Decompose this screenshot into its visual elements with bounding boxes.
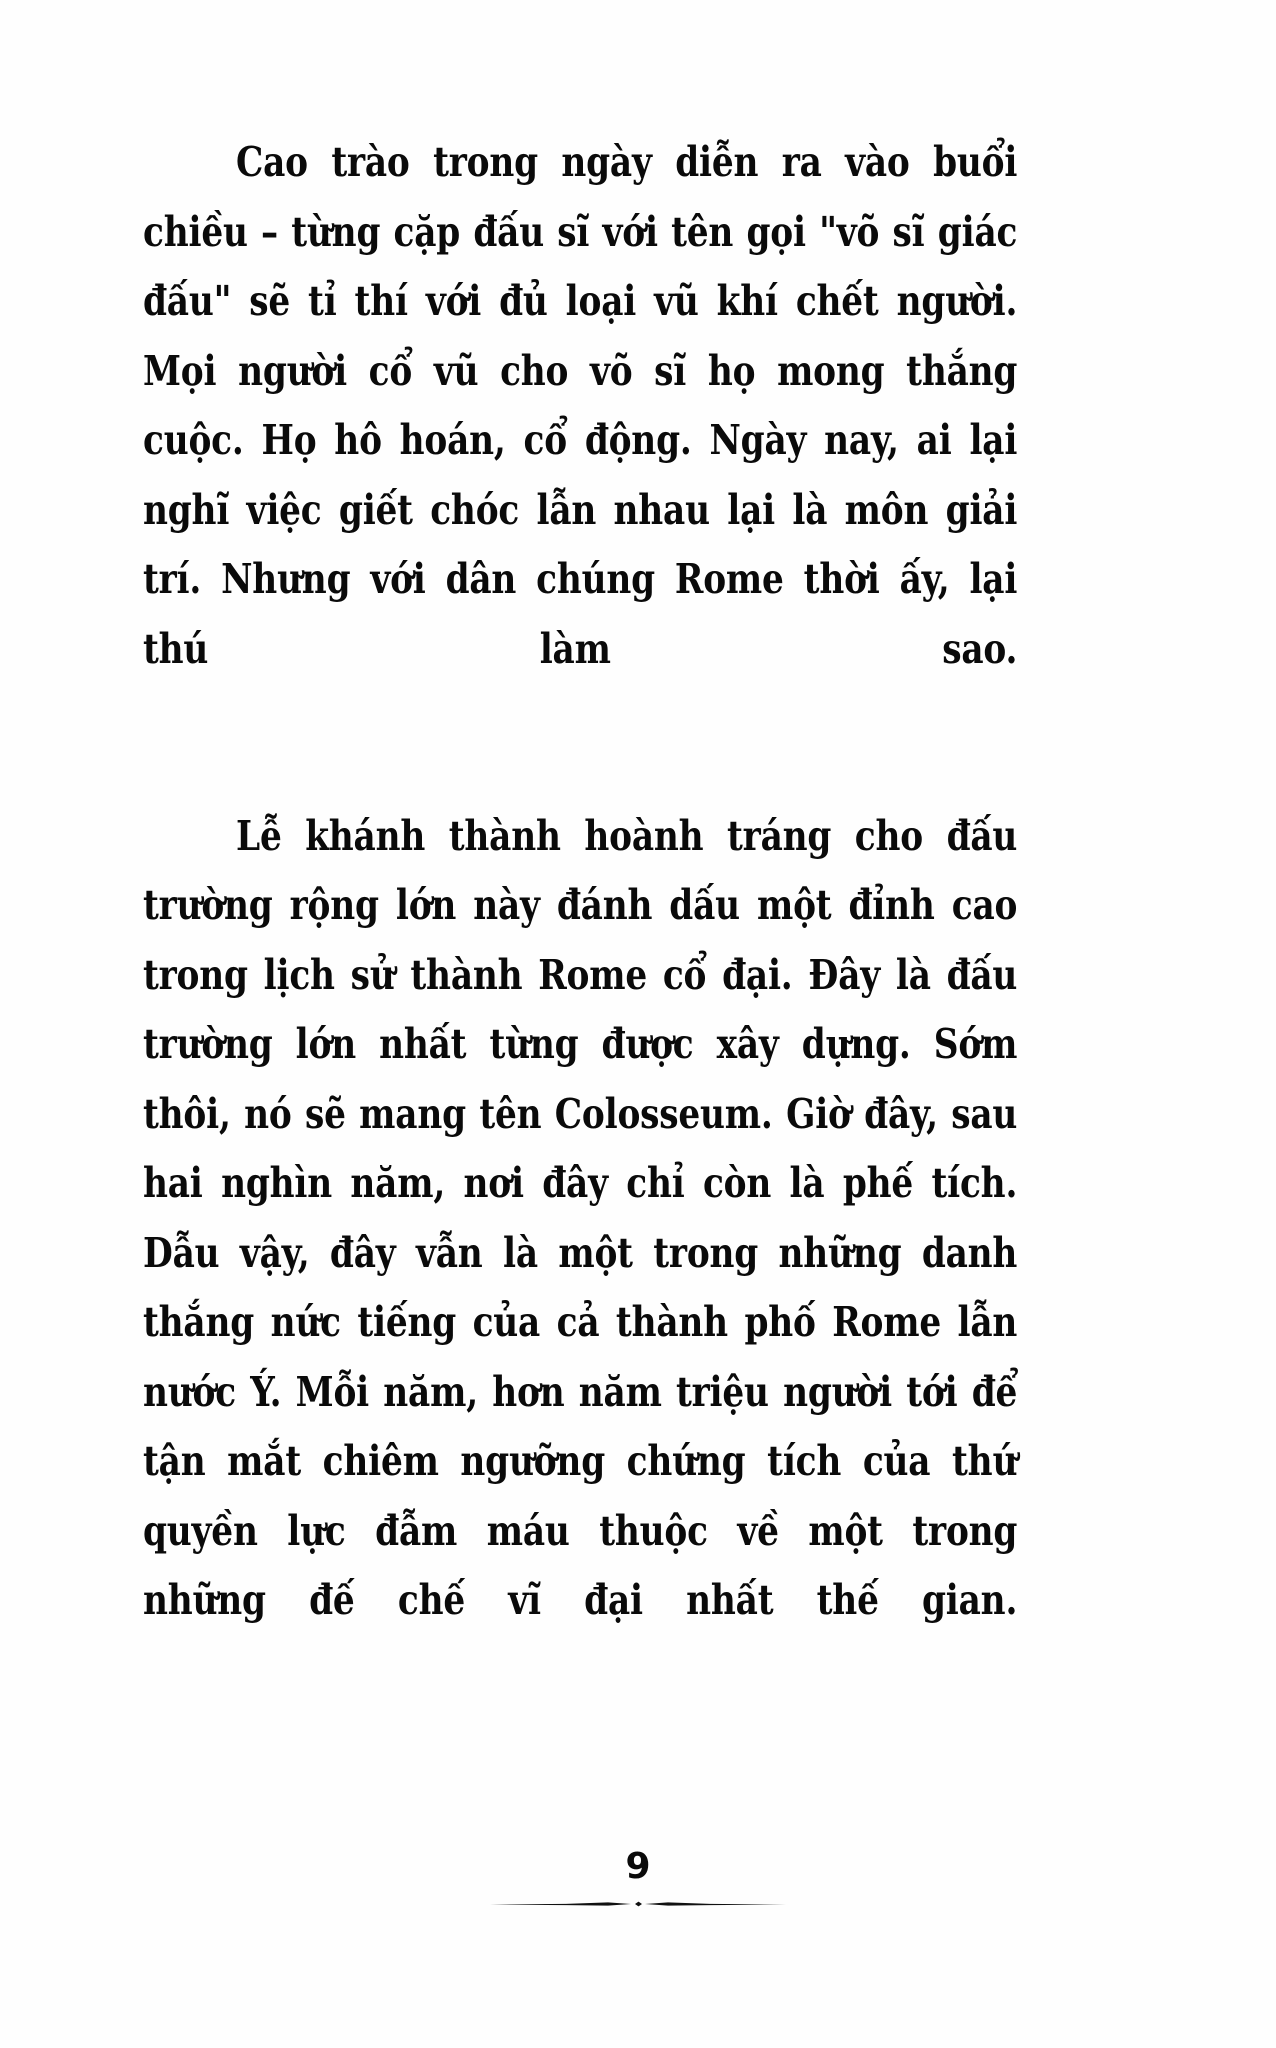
ornamental-rule-icon	[488, 1893, 788, 1915]
page-number: 9	[625, 1846, 651, 1887]
paragraph-2: Lễ khánh thành hoành tráng cho đấu trường rộng lớn này đánh dấu một đỉnh cao trong lịch sử thành Rome cổ đại. Đây là đấu trường lớn nhất từng được xây dựng. Sớm thôi, nó sẽ mang tên Colosseum. Giờ đây, sau hai nghìn năm, nơi đây chỉ còn là phế tích. Dẫu vậy, đây vẫn là một trong những danh thắng nức tiếng của cả thành phố Rome lẫn nước Ý. Mỗi năm, hơn năm triệu người tới để tận mắt chiêm ngưỡng chứng tích của thứ quyền lực đẫm máu thuộc về một trong những đế chế vĩ đại nhất thế gian.	[143, 811, 1018, 1624]
page-footer	[0, 1845, 1276, 1915]
body-text-block	[143, 128, 1083, 1705]
paragraph-1: Cao trào trong ngày diễn ra vào buổi chiều – từng cặp đấu sĩ với tên gọi "võ sĩ giác đấu" sẽ tỉ thí với đủ loại vũ khí chết người. Mọi người cổ vũ cho võ sĩ họ mong thắng cuộc. Họ hô hoán, cổ động. Ngày nay, ai lại nghĩ việc giết chóc lẫn nhau lại là môn giải trí. Nhưng với dân chúng Rome thời ấy, lại thú làm sao.	[143, 138, 1018, 673]
